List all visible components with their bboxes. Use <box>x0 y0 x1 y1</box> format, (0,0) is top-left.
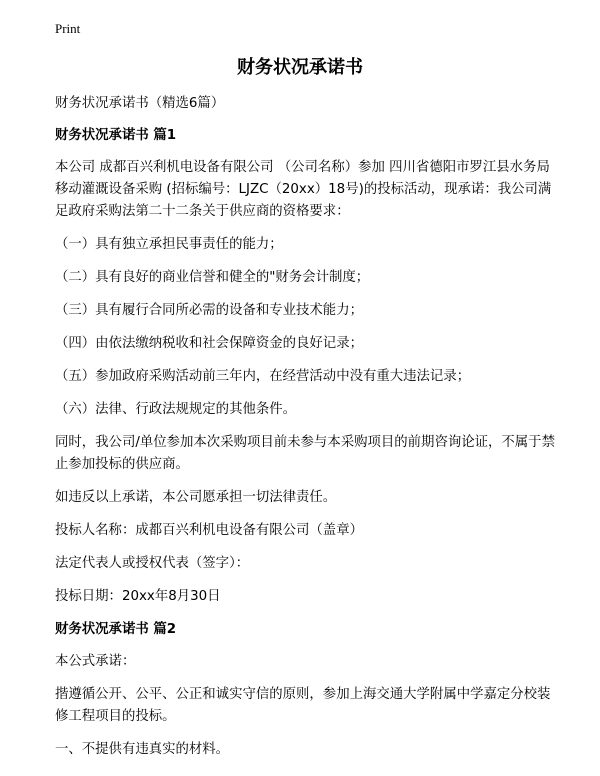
section-1-statement: 同时，我公司/单位参加本次采购项目前未参与本采购项目的前期咨询论证，不属于禁止参加投标的供应商。 <box>55 435 555 472</box>
bidder-name: 投标人名称：成都百兴利机电设备有限公司（盖章） <box>55 523 363 538</box>
requirement-item: （二）具有良好的商业信誉和健全的"财务会计制度； <box>55 270 370 285</box>
requirement-item: （六）法律、行政法规规定的其他条件。 <box>55 402 297 417</box>
requirement-item: （一）具有独立承担民事责任的能力； <box>55 237 283 252</box>
requirement-item: （五）参加政府采购活动前三年内，在经营活动中没有重大违法记录； <box>55 369 471 384</box>
print-link[interactable]: Print <box>55 21 81 36</box>
bid-date: 投标日期：20xx年8月30日 <box>55 589 221 604</box>
section-2-paragraph: 揩遵循公开、公平、公正和诚实守信的原则，参加上海交通大学附属中学嘉定分校装修工程项目的投标。 <box>55 687 551 724</box>
requirement-item: （四）由依法缴纳税收和社会保障资金的良好记录； <box>55 336 363 351</box>
section-1-violation: 如违反以上承诺，本公司愿承担一切法律责任。 <box>55 490 337 505</box>
section-2-heading: 财务状况承诺书 篇2 <box>55 622 177 637</box>
document-subtitle: 财务状况承诺书（精选6篇） <box>55 96 225 111</box>
section-2-item: 一、不提供有违真实的材料。 <box>55 742 230 757</box>
document-body <box>55 93 555 772</box>
requirement-item: （三）具有履行合同所必需的设备和专业技术能力； <box>55 303 363 318</box>
section-2-intro: 本公式承诺： <box>55 654 136 669</box>
section-1-heading: 财务状况承诺书 篇1 <box>55 128 177 143</box>
section-1-intro: 本公司 成都百兴利机电设备有限公司 （公司名称）参加 四川省德阳市罗江县水务局移动灌溉设备采购 (招标编号：LJZC（20xx）18号)的投标活动，现承诺：我公司满足政府采购法第二十二条关于供应商的资格要求： <box>55 160 552 219</box>
document-title: 财务状况承诺书 <box>237 57 363 78</box>
legal-representative: 法定代表人或授权代表（签字）： <box>55 556 250 571</box>
